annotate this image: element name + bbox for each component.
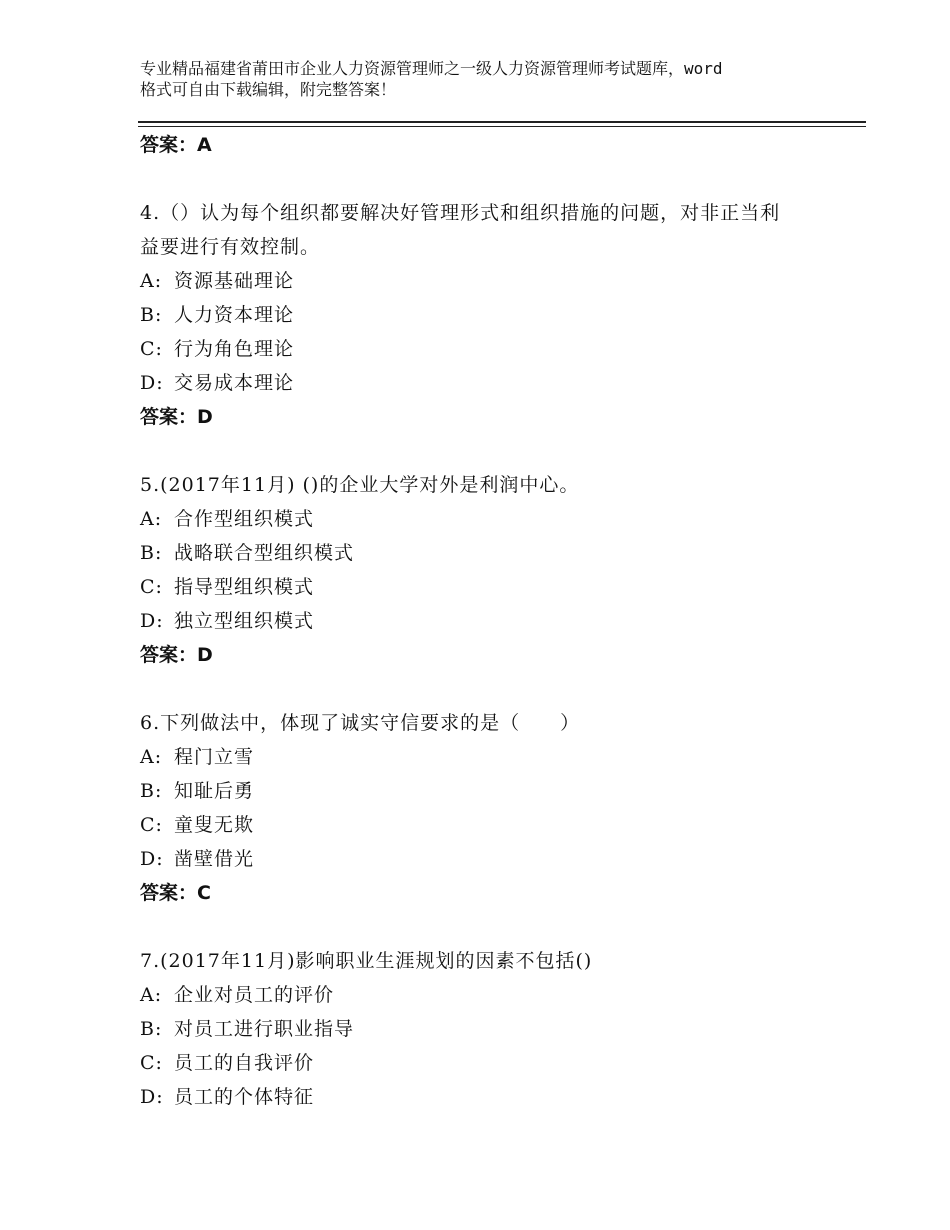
option-letter: A: — [140, 508, 163, 530]
option-text: 人力资本理论 — [174, 304, 295, 326]
answer-label: 答案： — [140, 134, 198, 156]
header-rule-thin — [138, 126, 866, 127]
question-list — [140, 128, 840, 1114]
option-c — [140, 808, 840, 842]
option-letter: D: — [140, 372, 164, 394]
option-b — [140, 536, 840, 570]
option-d — [140, 1080, 840, 1114]
option-text: 合作型组织模式 — [174, 508, 315, 530]
option-letter: A: — [140, 746, 163, 768]
document-header — [140, 58, 830, 100]
question-7 — [140, 944, 840, 1114]
answer-line — [140, 638, 840, 672]
option-letter: C: — [140, 338, 163, 360]
option-letter: D: — [140, 1086, 164, 1108]
header-rule-thick — [138, 121, 866, 123]
option-b — [140, 1012, 840, 1046]
option-c — [140, 570, 840, 604]
header-line-1: 专业精品福建省莆田市企业人力资源管理师之一级人力资源管理师考试题库，word — [140, 59, 723, 78]
question-6 — [140, 706, 840, 910]
option-text: 童叟无欺 — [174, 814, 255, 836]
option-letter: C: — [140, 1052, 163, 1074]
option-letter: C: — [140, 814, 163, 836]
header-line-2: 格式可自由下载编辑，附完整答案！ — [140, 80, 397, 99]
option-letter: C: — [140, 576, 163, 598]
option-b — [140, 774, 840, 808]
option-c — [140, 332, 840, 366]
question-4 — [140, 196, 840, 434]
option-letter: D: — [140, 610, 164, 632]
answer-value: C — [197, 882, 211, 904]
option-text: 行为角色理论 — [174, 338, 295, 360]
option-d — [140, 842, 840, 876]
option-text: 对员工进行职业指导 — [174, 1018, 355, 1040]
option-text: 程门立雪 — [174, 746, 255, 768]
option-text: 资源基础理论 — [174, 270, 295, 292]
option-letter: B: — [140, 304, 163, 326]
option-d — [140, 366, 840, 400]
option-letter: B: — [140, 542, 163, 564]
option-text: 员工的自我评价 — [174, 1052, 315, 1074]
option-letter: B: — [140, 1018, 163, 1040]
option-letter: B: — [140, 780, 163, 802]
option-letter: D: — [140, 848, 164, 870]
answer-label: 答案： — [140, 644, 198, 666]
option-text: 企业对员工的评价 — [174, 984, 335, 1006]
question-text: 7.(2017年11月)影响职业生涯规划的因素不包括() — [140, 950, 593, 972]
option-a — [140, 502, 840, 536]
option-d — [140, 604, 840, 638]
answer-value: A — [197, 134, 212, 156]
option-text: 知耻后勇 — [174, 780, 255, 802]
option-text: 凿壁借光 — [174, 848, 255, 870]
answer-label: 答案： — [140, 882, 198, 904]
option-a — [140, 740, 840, 774]
option-letter: A: — [140, 984, 163, 1006]
question-5 — [140, 468, 840, 672]
option-a — [140, 978, 840, 1012]
option-a — [140, 264, 840, 298]
question-text: 5.(2017年11月) ()的企业大学对外是利润中心。 — [140, 474, 580, 496]
answer-value: D — [197, 644, 213, 666]
option-text: 独立型组织模式 — [174, 610, 315, 632]
option-text: 员工的个体特征 — [174, 1086, 315, 1108]
answer-line — [140, 128, 840, 162]
option-c — [140, 1046, 840, 1080]
answer-line — [140, 400, 840, 434]
answer-line — [140, 876, 840, 910]
answer-value: D — [197, 406, 213, 428]
option-text: 交易成本理论 — [174, 372, 295, 394]
question-text: 6.下列做法中，体现了诚实守信要求的是（ ） — [140, 712, 581, 734]
answer-label: 答案： — [140, 406, 198, 428]
option-text: 战略联合型组织模式 — [174, 542, 355, 564]
option-letter: A: — [140, 270, 163, 292]
question-text: 4.（）认为每个组织都要解决好管理形式和组织措施的问题，对非正当利益要进行有效控制。 — [140, 202, 781, 258]
option-b — [140, 298, 840, 332]
option-text: 指导型组织模式 — [174, 576, 315, 598]
